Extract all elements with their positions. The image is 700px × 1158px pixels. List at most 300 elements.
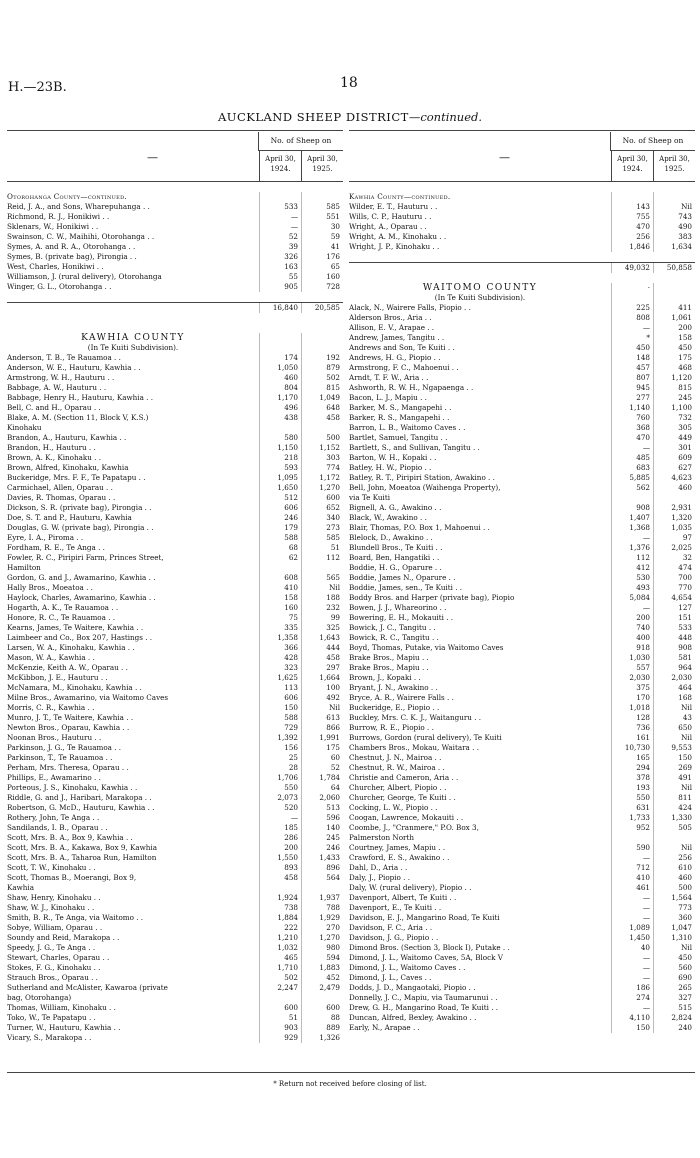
count-1924: 908 (611, 503, 653, 513)
owner-name: Palmerston North (349, 833, 414, 842)
count-1925: 609 (653, 453, 695, 463)
count-1924 (611, 293, 653, 303)
count-1925: 452 (301, 973, 343, 983)
owner-name: Wilder, E. T., Hauturu . . (349, 202, 438, 211)
count-1924 (259, 333, 301, 343)
table-row (7, 513, 343, 523)
left-column (7, 130, 343, 1043)
count-1924: 807 (611, 373, 653, 383)
owner-name: Carmichael, Allen, Oparau . . (7, 483, 113, 492)
count-1925: 889 (301, 1023, 343, 1033)
count-1925: 502 (301, 373, 343, 383)
count-1925: 20,585 (301, 303, 343, 313)
count-1925: 424 (653, 803, 695, 813)
owner-name: Symes, B. (private bag), Pirongia . . (7, 252, 137, 261)
count-1925 (301, 343, 343, 353)
owner-name: Brandon, A., Hauturu, Kawhia . . (7, 433, 127, 442)
footnote: * Return not received before closing of list. (273, 1080, 427, 1088)
count-1925: 41 (301, 242, 343, 252)
count-1924: 68 (259, 543, 301, 553)
count-1924: 533 (259, 202, 301, 212)
table-row (349, 753, 695, 763)
count-1924: 185 (259, 823, 301, 833)
table-row (7, 913, 343, 923)
table-row (7, 843, 343, 853)
owner-name: Daly, J., Piopio . . (349, 873, 411, 882)
count-1925: 560 (653, 963, 695, 973)
spacer (349, 252, 695, 262)
table-row (7, 212, 343, 222)
count-1925: 1,330 (653, 813, 695, 823)
owner-name: Daly, W. (rural delivery), Piopio . . (349, 883, 472, 892)
owner-name: Scott, Mrs. B. A., Kakawa, Box 9, Kawhia (7, 843, 157, 852)
count-1925 (301, 333, 343, 343)
table-row (349, 913, 695, 923)
table-row (349, 1003, 695, 1013)
table-row (7, 623, 343, 633)
owner-name: Hogarth, A. K., Te Rauamoa . . (7, 603, 119, 612)
owner-name: Kawhia (7, 883, 35, 892)
owner-name (349, 263, 611, 273)
count-1924 (259, 423, 301, 433)
count-1925: Nil (653, 843, 695, 853)
table-row (7, 643, 343, 653)
owner-name: Mason, W. A., Kawhia . . (7, 653, 95, 662)
count-1924 (611, 493, 653, 503)
count-1924: 600 (259, 1003, 301, 1013)
count-1924: 1,450 (611, 933, 653, 943)
count-1924: — (611, 603, 653, 613)
table-row (7, 773, 343, 783)
table-row (7, 883, 343, 893)
count-1925: 490 (653, 222, 695, 232)
count-1925: 325 (301, 623, 343, 633)
count-1925: 458 (301, 653, 343, 663)
table-row (7, 232, 343, 242)
count-1925: 964 (653, 663, 695, 673)
table-row (7, 783, 343, 793)
owner-name: Bell, John, Moeatoa (Waihenga Property), (349, 483, 501, 492)
owner-name: Chestnut, J. N., Mairoa . . (349, 753, 442, 762)
count-1925: 1,320 (653, 513, 695, 523)
count-1925: 1,991 (301, 733, 343, 743)
count-1924: 150 (259, 703, 301, 713)
count-1924 (259, 343, 301, 353)
count-1924: — (611, 953, 653, 963)
owner-name: Dodds, J. D., Mangaotaki, Piopio . . (349, 983, 476, 992)
table-row (349, 943, 695, 953)
owner-name: Davies, R. Thomas, Oparau . . (7, 493, 116, 502)
count-1924: 1,032 (259, 943, 301, 953)
count-1924: 412 (611, 563, 653, 573)
owner-name: Wright, A. M., Kinohaku . . (349, 232, 447, 241)
count-1924: 222 (259, 923, 301, 933)
count-1924: 550 (611, 793, 653, 803)
count-1925: 100 (301, 683, 343, 693)
count-1924: 51 (259, 1013, 301, 1023)
count-1924: 520 (259, 803, 301, 813)
count-1925: 30 (301, 222, 343, 232)
owner-name: Board, Ben, Hangatiki . . (349, 553, 440, 562)
count-1925: 565 (301, 573, 343, 583)
owner-name: Bartlet, Samuel, Tangitu . . (349, 433, 448, 442)
count-1925: 340 (301, 513, 343, 523)
owner-name: Davenport, Albert, Te Kuiti . . (349, 893, 457, 902)
count-1925: 200 (653, 323, 695, 333)
count-1925: 773 (653, 903, 695, 913)
table-row (7, 863, 343, 873)
count-1924: 1,089 (611, 923, 653, 933)
owner-name: Brown, A. K., Kinohaku . . (7, 453, 102, 462)
table-row (7, 1033, 343, 1043)
table-row (349, 403, 695, 413)
count-1925: 240 (653, 1023, 695, 1033)
count-1924: 893 (259, 863, 301, 873)
count-1925: Nil (653, 202, 695, 212)
owner-name: Davidson, E. J., Mangarino Road, Te Kuiti (349, 913, 500, 922)
count-1925: 305 (653, 423, 695, 433)
count-1924: 593 (259, 463, 301, 473)
owner-name: Riddle, G. and J., Haribari, Marakopa . . (7, 793, 152, 802)
count-1925: 980 (301, 943, 343, 953)
owner-name: Fowler, R. C., Piripiri Farm, Princes Street, (7, 553, 164, 562)
count-1924: 485 (611, 453, 653, 463)
count-1924: 530 (611, 573, 653, 583)
count-1924: 588 (259, 713, 301, 723)
table-row (7, 563, 343, 573)
count-1924: 631 (611, 803, 653, 813)
table-row (349, 232, 695, 242)
count-1925: 43 (653, 713, 695, 723)
count-1924: 5,084 (611, 593, 653, 603)
table-row (349, 212, 695, 222)
count-1925: 613 (301, 713, 343, 723)
count-1925: 269 (653, 763, 695, 773)
count-1924: 1,368 (611, 523, 653, 533)
count-1924: — (611, 903, 653, 913)
table-row (7, 813, 343, 823)
owner-name: Williamson, J. (rural delivery), Otorohanga (7, 272, 162, 281)
table-row (349, 643, 695, 653)
count-1924: 465 (259, 953, 301, 963)
table-row (7, 403, 343, 413)
count-1925: 1,270 (301, 933, 343, 943)
table-row (349, 513, 695, 523)
count-1924: — (611, 973, 653, 983)
count-1924: 918 (611, 643, 653, 653)
owner-name: Scott, Thomas B., Moerangi, Box 9, (7, 873, 137, 882)
count-1925: 491 (653, 773, 695, 783)
owner-name: Dimond, J. L., Caves . . (349, 973, 432, 982)
count-1925: 168 (653, 693, 695, 703)
table-row (349, 963, 695, 973)
owner-name: Vicary, S., Marakopa . . (7, 1033, 92, 1042)
table-row (349, 503, 695, 513)
owner-name: Scott, Mrs. B. A., Taharoa Run, Hamilton (7, 853, 157, 862)
owner-name: Brandon, H., Hauturu . . (7, 443, 96, 452)
sheep-count-header: No. of Sheep on (258, 132, 343, 151)
owner-name: Bell, C. and H., Oparau . . (7, 403, 101, 412)
count-1925 (301, 423, 343, 433)
count-1924: 1,030 (611, 653, 653, 663)
count-1924: 457 (611, 363, 653, 373)
count-1924: 804 (259, 383, 301, 393)
table-row (7, 272, 343, 282)
owner-name: Hamilton (7, 563, 41, 572)
right-list (349, 182, 695, 1033)
sheep-count-header: No. of Sheep on (610, 132, 695, 151)
owner-name: Ashworth, R. W. H., Ngapaenga . . (349, 383, 474, 392)
count-1925: 1,664 (301, 673, 343, 683)
table-row (7, 713, 343, 723)
table-row (7, 663, 343, 673)
owner-name: Haylock, Charles, Awamarino, Kawhia . . (7, 593, 156, 602)
owner-name: Boddie, James, sen., Te Kuiti . . (349, 583, 463, 592)
owner-name: Brown, J., Kopaki . . (349, 673, 421, 682)
count-1925: 175 (653, 353, 695, 363)
owner-name: Rothery, John, Te Anga . . (7, 813, 100, 822)
table-row (349, 663, 695, 673)
owner-name: Buckeridge, Mrs. F. F., Te Papatapu . . (7, 473, 146, 482)
table-row (349, 453, 695, 463)
count-1925: 232 (301, 603, 343, 613)
owner-name: Munro, J. T., Te Waitere, Kawhia . . (7, 713, 134, 722)
owner-name: Shaw, Henry, Kinohaku . . (7, 893, 101, 902)
table-row (349, 383, 695, 393)
table-row (7, 413, 343, 423)
count-1925: 815 (653, 383, 695, 393)
owner-name: Thomas, William, Kinohaku . . (7, 1003, 116, 1012)
county-continued-heading (7, 192, 343, 202)
owner-name: Andrews, H. G., Piopio . . (349, 353, 441, 362)
table-row (349, 433, 695, 443)
count-1925: 4,654 (653, 593, 695, 603)
count-1925: 770 (653, 583, 695, 593)
owner-name: Crawford, E. S., Awakino . . (349, 853, 450, 862)
count-1924: 460 (259, 373, 301, 383)
owner-name: McNamara, M., Kinohaku, Kawhia . . (7, 683, 142, 692)
section-heading (349, 293, 695, 303)
count-1925: 1,172 (301, 473, 343, 483)
count-1924: 55 (259, 272, 301, 282)
owner-name: Wright, J. P., Kinohaku . . (349, 242, 440, 251)
table-row (7, 873, 343, 883)
table-row (349, 683, 695, 693)
count-1924: — (611, 853, 653, 863)
table-row (7, 613, 343, 623)
count-1924: 165 (611, 753, 653, 763)
table-row (7, 983, 343, 993)
table-row (7, 933, 343, 943)
title-suffix: —continued. (408, 110, 483, 124)
table-row (349, 493, 695, 503)
table-row (349, 653, 695, 663)
count-1924: — (611, 323, 653, 333)
owner-name: Smith, B. R., Te Anga, via Waitomo . . (7, 913, 144, 922)
count-1924: 366 (259, 643, 301, 653)
count-1925: 1,883 (301, 963, 343, 973)
owner-name: Bryce, A. R., Wairere Falls . . (349, 693, 454, 702)
table-row (7, 1023, 343, 1033)
count-1925: 2,030 (653, 673, 695, 683)
count-1925: 610 (653, 863, 695, 873)
count-1925: 551 (301, 212, 343, 222)
count-1925: 788 (301, 903, 343, 913)
count-1924: 606 (259, 503, 301, 513)
owner-name: Douglas, G. W. (private bag), Pirongia . . (7, 523, 154, 532)
table-row (7, 963, 343, 973)
table-row (349, 563, 695, 573)
count-1925: 1,270 (301, 483, 343, 493)
count-1925: Nil (653, 783, 695, 793)
table-row (7, 803, 343, 813)
count-1925: 1,326 (301, 1033, 343, 1043)
count-1925: 594 (301, 953, 343, 963)
county-continued-heading (349, 192, 695, 202)
count-1924: 590 (611, 843, 653, 853)
table-row (7, 703, 343, 713)
spacer (7, 313, 343, 323)
count-1925: 1,310 (653, 933, 695, 943)
table-row (349, 923, 695, 933)
table-row (7, 523, 343, 533)
count-1925: 52 (301, 763, 343, 773)
owner-name: Parkinson, T., Te Rauamoa . . (7, 753, 113, 762)
column-header-dash: — (499, 151, 510, 164)
owner-name: Coombe, J., "Cranmere," P.O. Box 3, (349, 823, 479, 832)
owner-name: Allison, E. V., Arapae . . (349, 323, 435, 332)
count-1924: 218 (259, 453, 301, 463)
owner-name: Shaw, W. J., Kinohaku . . (7, 903, 95, 912)
table-row (349, 343, 695, 353)
column-header-dash: — (147, 151, 158, 164)
table-row (349, 202, 695, 212)
owner-name: Richmond, R. J., Honikiwi . . (7, 212, 110, 221)
count-1925: 650 (653, 723, 695, 733)
count-1925: 1,564 (653, 893, 695, 903)
owner-name: Gordon, G. and J., Awamarino, Kawhia . . (7, 573, 156, 582)
table-row (7, 1003, 343, 1013)
count-1924: 1,650 (259, 483, 301, 493)
table-row (349, 743, 695, 753)
count-1925: 581 (653, 653, 695, 663)
count-1925: 585 (301, 533, 343, 543)
count-1924: 1,625 (259, 673, 301, 683)
count-1924: 470 (611, 433, 653, 443)
owner-name: Bryant, J. N., Awakino . . (349, 683, 438, 692)
owner-name: Turner, W., Hauturu, Kawhia . . (7, 1023, 121, 1032)
owner-name: Fordham, R. E., Te Anga . . (7, 543, 105, 552)
count-1925: 564 (301, 873, 343, 883)
count-1924: 179 (259, 523, 301, 533)
owner-name: Alderson Bros., Aria . . (349, 313, 432, 322)
owner-name: Davidson, J. G., Piopio . . (349, 933, 439, 942)
owner-name: Otorohanga County—continued. (7, 192, 127, 201)
count-1924: 10,730 (611, 743, 653, 753)
count-1925: 360 (653, 913, 695, 923)
table-row (7, 433, 343, 443)
count-1924: 1,884 (259, 913, 301, 923)
owner-name: Toko, W., Te Papatapu . . (7, 1013, 96, 1022)
count-1924: 186 (611, 983, 653, 993)
owner-name: Brown, Alfred, Kinohaku, Kawhia (7, 463, 129, 472)
owner-name: Kearns, James, Te Waitere, Kawhia . . (7, 623, 144, 632)
owner-name: Anderson, T. B., Te Rauamoa . . (7, 353, 121, 362)
owner-name: Winger, G. L., Otorohanga . . (7, 282, 112, 291)
count-1924: 755 (611, 212, 653, 222)
count-1924: 4,110 (611, 1013, 653, 1023)
count-1925: 600 (301, 493, 343, 503)
table-row (7, 393, 343, 403)
count-1925: 51 (301, 543, 343, 553)
owner-name: Sandilands, I. B., Oparau . . (7, 823, 108, 832)
count-1924: * (611, 333, 653, 343)
count-1924: 274 (611, 993, 653, 1003)
count-1924: 458 (259, 873, 301, 883)
owner-name: Noonan Bros., Hauturu . . (7, 733, 102, 742)
owner-name: Churcher, George, Te Kuiti . . (349, 793, 456, 802)
table-row (349, 222, 695, 232)
year-1925-header: April 30, 1925. (653, 151, 695, 181)
table-row (349, 763, 695, 773)
count-1924: 512 (259, 493, 301, 503)
owner-name: Babbage, A. W., Hauturu . . (7, 383, 107, 392)
count-1925: 1,035 (653, 523, 695, 533)
owner-name: Alack, N., Wairere Falls, Piopio . . (349, 303, 471, 312)
table-row (7, 242, 343, 252)
owner-name: Scott, T. W., Kinohaku . . (7, 863, 96, 872)
count-1925: 492 (301, 693, 343, 703)
count-1925: 1,784 (301, 773, 343, 783)
table-row (7, 593, 343, 603)
owner-name: Dimond Bros. (Section 3, Block I), Putake . . (349, 943, 510, 952)
count-1925: 50,858 (653, 263, 695, 273)
owner-name: Bacon, L. J., Mapiu . . (349, 393, 427, 402)
count-1924: 5,885 (611, 473, 653, 483)
table-row (349, 583, 695, 593)
count-1925: Nil (653, 943, 695, 953)
count-1924: 470 (611, 222, 653, 232)
table-row (7, 453, 343, 463)
count-1925: 596 (301, 813, 343, 823)
count-1925: 2,824 (653, 1013, 695, 1023)
table-row (7, 543, 343, 553)
count-1924: 952 (611, 823, 653, 833)
table-row (349, 693, 695, 703)
year-1925-header: April 30, 1925. (301, 151, 343, 181)
owner-name: Stewart, Charles, Oparau . . (7, 953, 110, 962)
count-1924: 75 (259, 613, 301, 623)
count-1925: 175 (301, 743, 343, 753)
owner-name: Barker, M. S., Mangapehi . . (349, 403, 452, 412)
count-1925: 65 (301, 262, 343, 272)
table-row (7, 583, 343, 593)
count-1925: Nil (653, 733, 695, 743)
table-row (7, 723, 343, 733)
table-row (7, 1013, 343, 1023)
count-1924: 1,150 (259, 443, 301, 453)
table-row (7, 533, 343, 543)
table-row (7, 503, 343, 513)
count-1924: 461 (611, 883, 653, 893)
count-1924: 2,247 (259, 983, 301, 993)
table-row (349, 833, 695, 843)
count-1924: 368 (611, 423, 653, 433)
table-row (7, 573, 343, 583)
count-1924: 161 (611, 733, 653, 743)
table-row (349, 713, 695, 723)
count-1924: 225 (611, 303, 653, 313)
